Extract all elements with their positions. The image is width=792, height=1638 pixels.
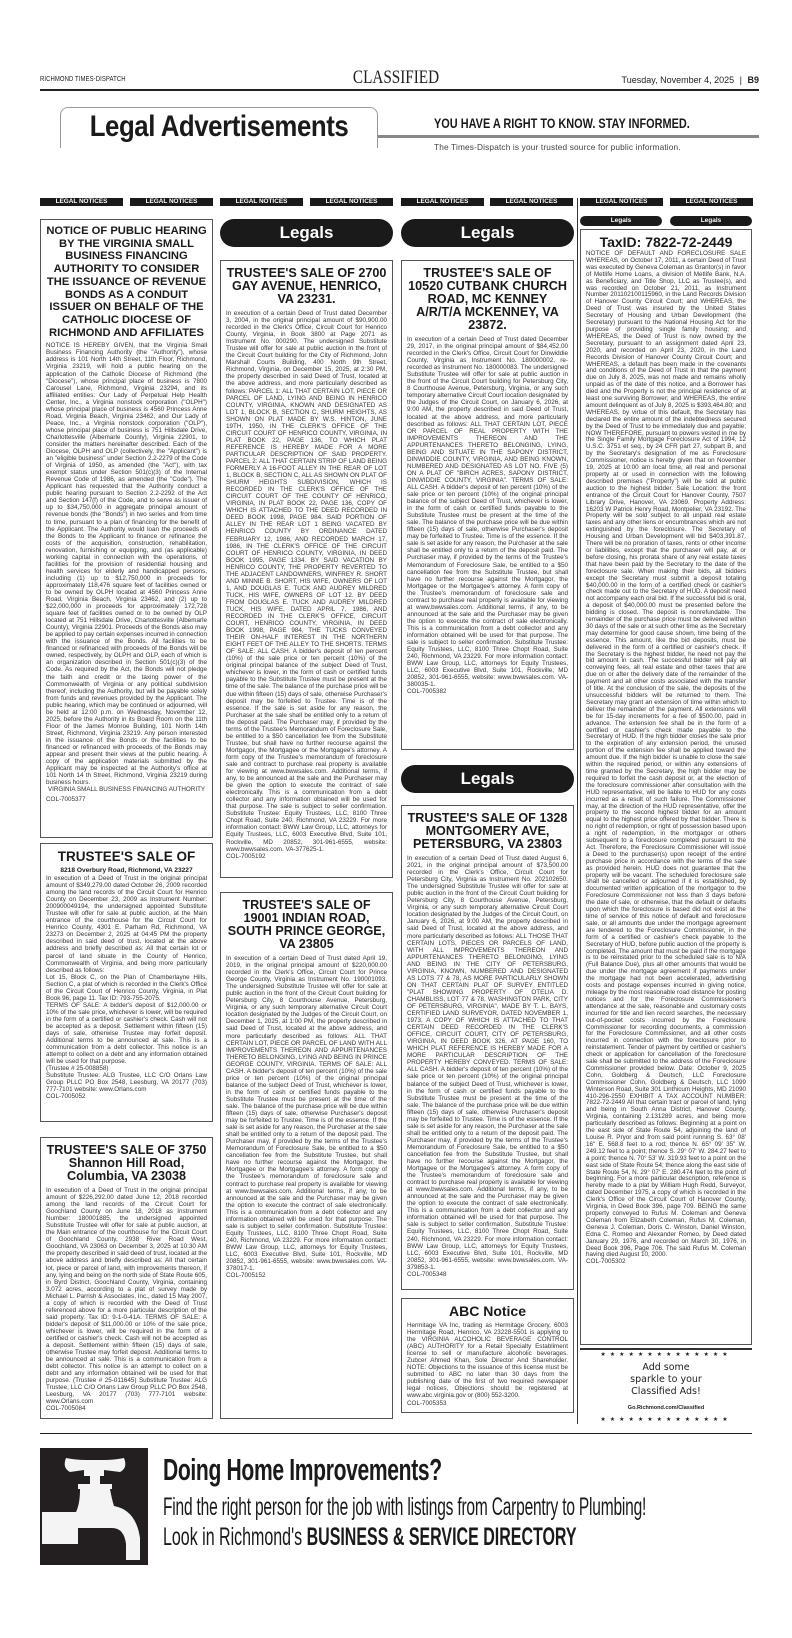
notice-subtitle: 8218 Overbury Road, Richmond, VA 23227 — [60, 867, 193, 874]
banner-title: Legal Advertisements — [89, 110, 349, 143]
notice-body — [407, 1322, 568, 1407]
notice-text: Lot 15, Block C, on the Plan of Chamberlayne Hills, Section C, a plat of which is recorded in the Clerk's Office of the Circuit Court of Henrico County, Virginia, in Plat Book 96, page 11. Tax ID: 793-755-2075. — [46, 973, 207, 1002]
notice-title: TRUSTEE'S SALE OF 3750 Shannon Hill Road, Columbia, VA 23038 — [46, 1143, 207, 1183]
notice-title: TRUSTEE'S SALE OF 2700 GAY AVENUE, HENRICO, VA 23231. — [226, 266, 387, 306]
notice-text: In execution of a certain Deed of Trust dated April 19, 2019, in the original principal amount of $220,000.00 recorded in the Clerk's Office, Circuit Court for Prince George County, Virginia as Instrument No. 190001093. The undersigned Substitute Trustee will offer for sale at public auction in the front of the Circuit Court building for Petersburg City, 8 Courthouse Avenue, Petersburg, Virginia, or any such temporary alternative Circuit Court location designated by the Judges of the Circuit Court, on December 1, 2025, at 1:00 PM, the property described in said Deed of Trust, located at the above address, and more particularly described as follows: ALL THAT CERTAIN LOT, PIECE OR PARCEL OF LAND WITH ALL IMPROVEMENTS THEREON AND APPURTENANCES THERETO BELONGING, LYING AND BEING IN PRINCE GEORGE COUNTY, VIRGINIA. TERMS OF SALE: ALL CASH. A bidder's deposit of ten percent (10%) of the sale price or ten percent (10%) of the original principal balance of the subject Deed of Trust, whichever is lower, in the form of cash or certified funds payable to the Substitute Trustee must be present at the time of the sale. The balance of the purchase price will be due within fifteen (15) days of sale, otherwise Purchaser's deposit may be forfeited to Trustee. Time is of the essence. If the sale is set aside for any reason, the Purchaser at the sale shall be entitled only to a return of the deposit paid. The Purchaser may, if provided by the terms of the Trustee's Memorandum of Foreclosure Sale, be entitled to a $50 cancellation fee from the Substitute Trustee, but shall have no further recourse against the Mortgagor, the Mortgagee or the Mortgagee's attorney. A form copy of the Trustee's memorandum of foreclosure sale and contract to purchase real property is available for viewing at www.bwwsales.com. Additional terms, if any, to be announced at the sale and the Purchaser may be given the option to execute the contract of sale electronically. This is a communication from a debt collector and any information obtained will be used for that purpose. The sale is subject to seller confirmation. Substitute Trustee: Equity Trustees, LLC, 8100 Three Chopt Road, Suite 240, Richmond, VA 23229. For more information contact: BWW Law Group, LLC, attorneys for Equity Trustees, LLC, 6003 Executive Blvd, Suite 101, Rockville, MD 20852, 301-961-6555, website: www.bwwsales.com. VA-378017-1. — [226, 955, 387, 1273]
legal-notices-bar: LEGAL NOTICES — [401, 198, 484, 206]
notice-text: NOTICE IS HEREBY GIVEN, that the Virginia Small Business Financing Authority (the "Authority"), whose address is 101 North 14th Street, 11th Floor, Richmond, Virginia 23219, will hold a public hearing on the application of the Catholic Diocese of Richmond (the "Diocese"), whose principal place of business is 7800 Carousel Lane, Richmond, Virginia 23294, and its affiliated entities: Our Lady of Perpetual Help Health Center, Inc., a Virginia nonstock corporation ("OLPH") whose principal place of business is 4560 Princess Anne Road, Virginia Beach, Virginia 23462, and Our Lady of Peace, Inc., a Virginia nonstock corporation ("OLP"), whose principal place of business is 751 Hillsdale Drive, Charlottesville (Albemarle County), Virginia 22901, to consider the matters hereinafter described. Each of the Diocese, OLPH and OLP (collectively, the "Applicant") is an "eligible business" under Section 2.2-2279 of the Code of Virginia of 1950, as amended (the "Act"), with tax exempt status under Section 501(c)(3) of the Internal Revenue Code of 1986, as amended (the "Code"). The Applicant has requested that the Authority conduct a public hearing pursuant to Section 2.2-2292 of the Act and Section 147(f) of the Code, and to serve as issuer of up to $34,750,000 in aggregate principal amount of revenue bonds (the "Bonds") in two series and from time to time, pursuant to a plan of financing for the benefit of the Applicant. The Authority would loan the proceeds of the Bonds to the Applicant to finance or refinance the costs of the acquisition, construction, rehabilitation, renovation, furnishing or equipping, and (as applicable) working capital in connection with the operations, of facilities for the provision of residential housing and health services for elderly and handicapped persons, including (1) up to $12,750,000 in proceeds for approximately 118,476 square feet of facilities owned or to be owned by OLPH located at 4560 Princess Anne Road, Virginia Beach, Virginia 23462, and (2) up to $22,000,000 in proceeds for approximately 172,728 square feet of facilities owned or to be owned by OLP located at 751 Hillsdale Drive, Charlottesville (Albemarle County), Virginia 22901. Proceeds of the Bonds also may be applied to pay certain expenses incurred in connection with the issuance of the Bonds. All facilities to be financed or refinanced with proceeds of the Bonds will be owned, respectively, by OLPH and OLP, each of which is an organization described in Section 501(c)(3) of the Code. As required by the Act, the Bonds will not pledge the faith and credit or the taxing power of the Commonwealth of Virginia or any political subdivision thereof, including the Authority, but will be payable solely from funds and revenues provided by the Applicant. The public hearing, which may be continued or adjourned, will be held at 12:00 p.m. on Wednesday, November 12, 2025, before the Authority in its Board Room on the 11th Floor of the James Monroe Building, 101 North 14th Street, Richmond, Virginia 23219. Any person interested in the issuance of the Bonds or the facilities to be financed or refinanced with proceeds of the Bonds may appear and present their views at the public hearing. A copy of the application materials submitted by the Applicant may be inspected at the Authority's office at 101 North 14 th Street, Richmond, Virginia 23219 during business hours. — [46, 342, 207, 787]
notice-title: NOTICE OF PUBLIC HEARING BY THE VIRGINIA SMALL BUSINESS FINANCING AUTHORITY TO CONSIDER THE ISSUANCE OF REVENUE BONDS AS A CONDUIT ISSUER ON BEHALF OF THE CATHOLIC DIOCESE OF RICHMOND AND AFFILIATES — [46, 225, 207, 339]
faucet-icon — [40, 1448, 148, 1565]
sparkle-ad-line: Classified Ads! — [631, 1386, 701, 1397]
notice-public-hearing — [40, 219, 213, 838]
legal-notices-bar: LEGAL NOTICES — [220, 198, 303, 206]
header-rule — [40, 89, 759, 91]
dateline-separator: | — [739, 75, 742, 85]
legal-notices-bar: LEGAL NOTICES — [580, 198, 663, 206]
stars-decoration — [580, 1351, 752, 1358]
notice-body — [226, 955, 387, 1279]
legals-header: Legals — [401, 219, 574, 247]
legals-header: Legals — [220, 219, 393, 247]
newspaper-name: RICHMOND TIMES-DISPATCH — [40, 76, 126, 83]
notice-col-number: COL-7005353 — [407, 1399, 447, 1407]
sparkle-ad-line: sparkle to your — [630, 1374, 702, 1385]
notice-trustee-sale-shannon-hill — [40, 1137, 213, 1419]
notice-trustee-sale-gay-avenue — [220, 260, 393, 878]
banner-rule — [378, 135, 759, 138]
notice-title: TRUSTEE'S SALE OF 1328 MONTGOMERY AVE, PETERSBURG, VA 23803 — [407, 811, 568, 851]
legal-notices-bar: LEGAL NOTICES — [670, 198, 753, 206]
legal-notices-bar: LEGAL NOTICES — [490, 198, 573, 206]
directory-ad-line — [163, 1523, 577, 1552]
notice-text: In execution of a Deed of Trust in the original principal amount of $226,292.00 dated June 12, 2018 recorded among the land records of the Circuit Court for Goochland County on June 18, 2018 as Instrument Number: 180001885, the undersigned appointed Substitute Trustee will offer for sale at public auction, at the Main entrance of the courthouse for the Circuit Court of Goochland County, 2938 River Road West, Goochland, VA 23063 on December 3, 2025 at 10:30 AM the property described in said deed of trust, located at the above address and briefly described as: All that certain lot, piece or parcel of land, with improvements thereon, if any, lying and being on the north side of State Route 605, in Byrd District, Goochland County, Virginia, containing 3.072 acres, according to a plat of survey made by Michael L. Parrish & Associates, Inc., dated 15 May 2007, a copy of which is recorded with the Deed of Trust referenced above for a more particular description of the said property. Tax ID: 9-1-0-41A. TERMS OF SALE: A bidder's deposit of $11,000.00 or 10% of the sale price, whichever is lower, will be required in the form of a certified or cashier's check. Cash will not be accepted as a deposit. Settlement within fifteen (15) days of sale, otherwise Trustee may forfeit deposit. Additional terms to be announced at sale. This is a communication from a debt collector. This notice is an attempt to collect on a debt and any information obtained will be used for that purpose. (Trustee # 25-011645) Substitute Trustee: ALG Trustee, LLC C/O Orlans Law Group PLLC PO Box 2548, Leesburg, VA 20177 (703) 777-7101 website: www.Orlans.com — [46, 1187, 208, 1406]
notice-trustee-sale-cutbank — [401, 260, 574, 750]
page-number: B9 — [747, 75, 759, 85]
column-divider — [577, 198, 578, 1424]
notice-trustee-number: (Trustee # 25-008858) — [46, 1065, 109, 1073]
notice-body — [46, 1187, 207, 1413]
legals-header: Legals — [401, 765, 574, 793]
notice-title: TRUSTEE'S SALE OF 10520 CUTBANK CHURCH ROAD, MC KENNEY A/R/T/A MCKENNEY, VA 23872. — [408, 266, 567, 332]
stars-decoration — [580, 1416, 752, 1423]
legal-notices-bar: LEGAL NOTICES — [310, 198, 393, 206]
notice-text: Hermitage VA Inc, trading as Hermitage Grocery, 6003 Hermitage Road, Henrico, VA 23228-5501 is applying to the VIRGINIA ALCOHOLIC BEVERAGE CONTROL (ABC) AUTHORITY for a Retail Specialty Establiment license to sell or manufacture alcoholic beverages. Zubcer Ahmed Khan, Sole Director And Shareholder. NOTE: Objections to the issuance of this license must be submitted to ABC no later than 30 days from the publishing date of the first of two required newspaper legal notices, Objections should be registered at www.abc.virginia.gov or (800) 552-3200. — [407, 1322, 568, 1400]
sparkle-ad — [580, 1362, 752, 1398]
banner-subtitle: The Times-Dispatch is your trusted source for public information. — [434, 142, 681, 152]
bottom-rule — [40, 1433, 752, 1434]
notice-text: NOTICE OF DEFAULT AND FORECLOSURE SALE WHEREAS, on October 17, 2011, a certain Deed of Trust was executed by Geneva Coleman as Grantor(s) in favor of Metlife Home Loans, a division of Metlife Bank, N.A. as Beneficiary, and Title Shop, LLC as Trustee(s), and was recorded on October 21, 2011, as Instrument Number 201102100115960, in the Land Records Division of Hanover County Circuit Court; and WHEREAS, the Deed of Trust was insured by the United States Secretary of Housing and Urban Development (the Secretary) pursuant to the National Housing Act for the purpose of providing single family housing; and WHEREAS, the Deed of Trust is now owned by the Secretary, pursuant to an assignment dated April 23, 2020, and recorded on April 23, 2020, in the Land Records Division of Hanover County Circuit Court; and WHEREAS, a default has been made in the covenants and conditions of the Deed of Trust in that the payment due on July 8, 2025, was not made and remains wholly unpaid as of the date of this notice, and a Borrower has died and the Property is not the principal residence of at least one surviving Borrower; and WHEREAS, the entire amount delinquent as of July 8, 2025 is $393,464.80; and WHEREAS, by virtue of this default, the Secretary has declared the entire amount of the indebtedness secured by the Deed of Trust to be immediately due and payable; NOW THEREFORE, pursuant to powers vested in me by the Single Family Mortgage Foreclosure Act of 1994, 12 U.S.C. 3751 et seq., by 24 CFR part 27, subpart B, and by the Secretary's designation of me as Foreclosure Commissioner, notice is hereby given that on November 19, 2025 at 10:00 am local time, all real and personal property at or used in connection with the following described premises ("Property") will be sold at public auction to the highest bidder. Sale Location: the front entrance of the Circuit Court for Hanover County, 7507 Library Drive, Hanover, VA 23069. Property Address: 16203 W Patrick Henry Road, Montpelier, VA 23192. The Property will be sold subject to all unpaid real estate taxes and any other liens or encumbrances which are not extinguished by the foreclosure. The Secretary of Housing and Urban Development will bid $403,391.87. There will be no proration of taxes, rents or other income or liabilities, except that the purchaser will pay, at or before closing, his prorata share of any real estate taxes that have been paid by the Secretary to the date of the foreclosure sale. When making their bids, all bidders except the Secretary must submit a deposit totaling $40,000.00 in the form of a certified check or cashier's check made out to the Secretary of HUD. A deposit need not accompany each oral bid. If the successful bid is oral, a deposit of $40,000.00 must be presented before the bidding is closed. The deposit is nonrefundable. The remainder of the purchase price must be delivered within 30 days of the sale or at such other time as the Secretary may determine for good cause shown, time being of the essence. This amount, like the bid deposits, must be delivered in the form of a certified or cashier's check. If the Secretary is the highest bidder, he need not pay the bid amount in cash. The successful bidder will pay all conveying fees, all real estate and other taxes that are due on or after the delivery date of the remainder of the payment and all other costs associated with the transfer of title. At the conclusion of the sale, the deposits of the unsuccessful bidders will be returned to them. The Secretary may grant an extension of time within which to deliver the remainder of the payment. All extensions will be for 15-day increments for a fee of $500.00, paid in advance. The extension fee shall be in the form of a certified or cashier's check made payable to the Secretary of HUD. If the high bidder closes the sale prior to the expiration of any extension period, the unused portion of the extension fee shall be applied toward the amount due. If the high bidder is unable to close the sale within the required period, or within any extensions of time granted by the Secretary, the high bidder may be required to forfeit the cash deposit or, at the election of the foreclosure commissioner after consultation with the HUD representative, will be liable to HUD for any costs incurred as a result of such failure. The Commissioner may, at the direction of the HUD representative, offer the property to the second highest bidder for an amount equal to the highest price offered by that bidder. There is no right of redemption, or right of possession based upon a right of redemption, in the mortgagor or others subsequent to a foreclosure completed pursuant to the Act. Therefore, the Foreclosure Commissioner will issue a Deed to the purchaser(s) upon receipt of the entire purchase price in accordance with the terms of the sale as provided herein. HUD does not guarantee that the property will be vacant. The scheduled foreclosure sale shall be cancelled or adjourned if it is established, by documented written application of the mortgagor to the Foreclosure Commissioner not less than 3 days before the date of sale, or otherwise, that the default or defaults upon which the foreclosure is based did not exist at the time of service of this notice of default and foreclosure sale, or all amounts due under the mortgage agreement are tendered to the Foreclosure Commissioner, in the form of a certified or cashier's check payable to the Secretary of HUD, before public auction of the property is completed. The amount that must be paid if the mortgage is to be reinstated prior to the scheduled sale is to N/A (Full Balance Due), plus all other amounts that would be due under the mortgage agreement if payments under the mortgage had not been accelerated, advertising costs and postage expenses incurred in giving notice, mileage by the most reasonable road distance for posting notices and for the Foreclosure Commissioner's attendance at the sale, reasonable and customary costs incurred for title and lien record searches, the necessary out-of-pocket costs incurred by the Foreclosure Commissioner for recording documents, a commission for the Foreclosure Commissioner, and all other costs incurred in connection with the foreclosure prior to reinstatement. Tender of payment by certified or cashier's check or application for cancellation of the foreclosure sale shall be submitted to the address of the Foreclosure Commissioner provided below. Date: October 9, 2025 Cohn, Goldberg & Deutsch, LLC Foreclosure Commissioner Cohn, Goldberg & Deutsch, LLC 1099 Winterson Road, Suite 301 Linthicum Heights, MD 21090 410-296-2550 EXHIBIT A TAX ACCOUNT NUMBER: 7822-72-2449 All that certain tract or parcel of land, lying and being in South Anna District, Hanover County, Virginia, containing 2.131289 acres, and being more particularly described as follows: Beginning at a point on the east side of State Route 54, adjoining the land of Louise R. Pryor and from said point running S. 63° 08' 16" E. 568.8 feet to a rod; thence N. 65° 09' 35" W. 249.12 feet to a point; thence S. 29° 07' W. 284.27 feet to a point; thence N. 70° 53' W. 319.93 feet to a point on the east side of State Route 54; thence along the east side of State Route 54, N. 29° 07' E. 280.474 feet to the point of beginning. For a more particular description, reference is hereby made to a plat by William Hugh Redd, Surveyor, dated December 1975, a copy of which is recorded in the Clerk's Office of the Circuit Court of Hanover County, Virginia, in Deed Book 396, page 709. BEING the same property conveyed to Rufus M. Coleman and Geneva Coleman from Elizabeth Coleman, Rufus M. Coleman, Geneva J. Coleman, Doris C. Winston, Daniel Winston, Edna C. Romeo and Alexander Romeo, by Deed dated January 29, 1976, and recorded on March 30, 1976, in Deed Book 396, Page 706. The said Rufus M. Coleman having died August 10, 2000. — [586, 250, 746, 1259]
notice-col-number: COL-7005192 — [226, 852, 266, 860]
legal-notices-bar: LEGAL NOTICES — [130, 198, 213, 206]
notice-title: ABC Notice — [448, 1303, 526, 1319]
sparkle-ad-url[interactable]: Go.Richmond.com/Classified — [627, 1405, 705, 1411]
notice-body — [46, 875, 207, 1101]
legal-notices-bar: LEGAL NOTICES — [40, 198, 123, 206]
notice-text: In execution of a certain Deed of Trust dated December 3, 2004, in the original principal amount of $90,900.00 recorded in the Clerk's Office, Circuit Court for Henrico County, Virginia, in Book 3800 at Page 2071 as Instrument No. 000290. The undersigned Substitute Trustee will offer for sale at public auction in the front of the Circuit Court building for the City of Richmond, John Marshall Courts Building, 400 North 9th Street, Richmond, Virginia, on December 15, 2025, at 2:30 PM, the property described in said Deed of Trust, located at the above address, and more particularly described as follows: PARCEL 1: ALL THAT CERTAIN LOT, PIECE OR PARCEL OF LAND, LYING AND BEING IN HENRICO COUNTY, VIRGINIA, KNOWN AND DESIGNATED AS LOT 1, BLOCK B, SECTION C, SHURM HEIGHTS, AS SHOWN ON PLAT MADE BY W.S. HINTON, JUNE 19TH, 1950, IN THE CLERK'S OFFICE OF THE CIRCUIT COURT OF HENRICO COUNTY, VIRGINIA, IN PLAT BOOK 22, PAGE 136, TO WHICH PLAT REFERENCE IS HEREBY MADE FOR A MORE PARTICULAR DESCRIPTION OF SAID PROPERTY. PARCEL 2: ALL THAT CERTAIN STRIP OF LAND BEING FORMERLY A 16-FOOT ALLEY IN THE REAR OF LOT 1, BLOCK B, SECTION C, ALL AS SHOWN ON PLAT OF SHURM HEIGHTS SUBDIVISION, WHICH IS RECORDED IN THE CLERK'S OFFICE OF THE CIRCUIT COURT OF THE COUNTY OF HENRICO, VIRGINIA, IN PLAT BOOK 22, PAGE 136, COPY OF WHICH IS ATTACHED TO THE DEED RECORDED IN DEED BOOK 1998, PAGE 984. SAID PORTION OF ALLEY IN THE REAR LOT 1 BEING VACATED BY HENRICO COUNTY BY ORDINANCE DATED FEBRUARY 12, 1986, AND RECORDED MARCH 17, 1986, IN THE CLERK'S OFFICE OF THE CIRCUIT COURT OF HENRICO COUNTY, VIRGINIA, IN DEED BOOK 1995, PAGE 1334. BY SAID VACATION BY HENRICO COUNTY, THE PROPERTY REVERTED TO THE ADJACENT LANDOWNERS, WINFREY R. SHORT AND MINNIE B. SHORT, HIS WIFE, OWNERS OF LOT 1, AND DOUGLAS E. TUCK AND AUDREY MILDRED TUCK, HIS WIFE, OWNERS OF LOT 12. BY DEED FROM DOUGLAS E. TUCK AND AUDREY MILDRED TUCK, HIS WIFE, DATED APRIL 7, 1986, AND RECORDED IN THE CLERK'S OFFICE, CIRCUIT COURT, HENRICO COUNTY, VIRGINIA, IN DEED BOOK 1998, PAGE 984, THE TUCKS CONVEYED THEIR ON-HALF INTEREST IN THE NORTHERN EIGHT FEET OF THE ALLEY TO THE SHORTS. TERMS OF SALE: ALL CASH. A bidder's deposit of ten percent (10%) of the sale price or ten percent (10%) of the original principal balance of the subject Deed of Trust, whichever is lower, in the form of cash or certified funds payable to the Substitute Trustee must be present at the time of the sale. The balance of the purchase price will be due within fifteen (15) days of sale, otherwise Purchaser's deposit may be forfeited to Trustee. Time is of the essence. If the sale is set aside for any reason, the Purchaser at the sale shall be entitled only to a return of the deposit paid. The Purchaser may, if provided by the terms of the Trustee's Memorandum of Foreclosure Sale, be entitled to a $50 cancellation fee from the Substitute Trustee, but shall have no further recourse against the Mortgagor, the Mortgagee or the Mortgagee's attorney. A form copy of the Trustee's memorandum of foreclosure sale and contract to purchase real property is available for viewing at www.bwwsales.com. Additional terms, if any, to be announced at the sale and the Purchaser may be given the option to execute the contract of sale electronically. This is a communication from a debt collector and any information obtained will be used for that purpose. The sale is subject to seller confirmation. Substitute Trustee: Equity Trustees, LLC, 8100 Three Chopt Road, Suite 240, Richmond, VA 23229. For more information contact: BWW Law Group, LLC, attorneys for Equity Trustees, LLC, 6003 Executive Blvd, Suite 101, Rockville, MD 20852, 301-961-6555, website: www.bwwsales.com. VA-377625-1. — [226, 310, 387, 853]
notice-body — [407, 855, 568, 1278]
directory-ad-headline: Doing Home Improvements? — [163, 1452, 442, 1487]
section-title: CLASSIFIED — [352, 67, 440, 88]
directory-ad-prefix: Look in Richmond's — [163, 1523, 307, 1551]
notice-abc — [401, 1298, 574, 1413]
notice-col-number: COL-7005084 — [46, 1405, 86, 1413]
notice-col-number: COL-7005052 — [46, 1093, 86, 1101]
legals-header: Legals — [580, 216, 662, 226]
notice-title: TRUSTEE'S SALE OF 19001 INDIAN ROAD, SOUTH PRINCE GEORGE, VA 23805 — [227, 898, 386, 951]
notice-body — [226, 310, 387, 860]
page-dateline — [622, 75, 759, 85]
notice-text: In execution of a Deed of Trust in the original principal amount of $349,279.00 dated October 26, 2009 recorded among the land records of the Circuit Court for Henrico County on December 23, 2009 as Instrument Number: 200900049194, the undersigned appointed Substitute Trustee will offer for sale at public auction, at the Main entrance of the courthouse for the Circuit Court for Henrico County, 4301 E. Parham Rd, Richmond, VA 23273 on December 2, 2025 at 04:45 PM the property described in said deed of trust, located at the above address and briefly described as: All that certain lot or parcel of land situate in the County of Henrico, Commonwealth of Virginia, and being more particularly described as follows: — [46, 875, 207, 974]
banner-tagline: YOU HAVE A RIGHT TO KNOW. STAY INFORMED. — [434, 115, 690, 131]
notice-text: In execution of a certain Deed of Trust dated August 6, 2021, in the original principal amount of $73,500.00 recorded in the Clerk's Office, Circuit Court for Petersburg City, Virginia as Instrument No. 202102650. The undersigned Substitute Trustee will offer for sale at public auction in the front of the Circuit Court building for Petersburg City, 8 Courthouse Avenue, Petersburg, Virginia, or any such temporary alternative Circuit Court location designated by the Judges of the Circuit Court, on January 6, 2026, at 9:00 AM, the property described in said Deed of Trust, located at the above address, and more particularly described as follows: ALL THOSE THAT CERTAIN LOTS, PIECES OR PARCELS OF LAND, WITH ALL IMPROVEMENTS THEREON AND APPURTENANCES THERETO BELONGING, LYING AND BEING IN THE CITY OF PETERSBURG, VIRGINIA, KNOWN, NUMBERED AND DESIGNATED AS LOTS 77 & 78, AS MORE PARTICULARLY SHOWN ON THAT CERTAIN PLAT OF SURVEY ENTITLED "PLAT SHOWING PROPERTY OF OTELIA D. CHAMBLISS, LOT 77 & 78, WASHINGTON PARK, CITY OF PETERSBURG, VIRGINIA", MADE BY T. L. BAYS, CERTIFIED LAND SURVEYOR, DATED NOVEMBER 1, 1973, A COPY OF WHICH IS ATTACHED TO THAT CERTAIN DEED RECORDED IN THE CLERK'S OFFICE, CIRCUIT COURT, CITY OF PETERSBURG, VIRGINIA, IN DEED BOOK 326, AT PAGE 160, TO WHICH PLAT REFERENCE IS HEREBY MADE FOR A MORE PARTICULAR DESCRIPTION OF THE PROPERTY HEREBY CONVEYED. TERMS OF SALE: ALL CASH. A bidder's deposit of ten percent (10%) of the sale price or ten percent (10%) of the original principal balance of the subject Deed of Trust, whichever is lower, in the form of cash or certified funds payable to the Substitute Trustee must be present at the time of the sale. The balance of the purchase price will be due within fifteen (15) days of sale, otherwise Purchaser's deposit may be forfeited to Trustee. Time is of the essence. If the sale is set aside for any reason, the Purchaser at the sale shall be entitled only to a return of the deposit paid. The Purchaser may, if provided by the terms of the Trustee's Memorandum of Foreclosure Sale, be entitled to a $50 cancellation fee from the Substitute Trustee, but shall have no further recourse against the Mortgagor, the Mortgagee or the Mortgagee's attorney. A form copy of the Trustee's memorandum of foreclosure sale and contract to purchase real property is available for viewing at www.bwwsales.com. Additional terms, if any, to be announced at the sale and the Purchaser may be given the option to execute the contract of sale electronically. This is a communication from a debt collector and any information obtained will be used for that purpose. The sale is subject to seller confirmation. Substitute Trustee: Equity Trustees, LLC, 8100 Three Chopt Road, Suite 240, Richmond, VA 23229. For more information contact: BWW Law Group, LLC, attorneys for Equity Trustees, LLC, 6003 Executive Blvd, Suite 101, Rockville, MD 20852, 301-961-6555, website: www.bwwsales.com. VA-379853-1. — [407, 855, 568, 1271]
notice-trustee-sale-indian-road — [220, 892, 393, 1419]
notice-body — [407, 336, 568, 695]
notice-taxid-foreclosure — [580, 229, 752, 1345]
notice-col-number: COL-7005382 — [407, 688, 447, 696]
notice-col-number: COL-7005152 — [226, 1272, 266, 1280]
notice-body — [46, 342, 207, 803]
notice-col-number: COL-7005302 — [586, 1258, 626, 1266]
notice-text: TERMS OF SALE: A bidder's deposit of $12,000.00 or 10% of the sale price, whichever is lower, will be required in the form of a certified or cashier's check. Cash will not be accepted as a deposit. Settlement within fifteen (15) days of sale, otherwise Trustee may forfeit deposit. Additional terms to be announced at sale. This is a communication from a debt collector. This notice is an attempt to collect on a debt and any information obtained will be used for that purpose. — [46, 1001, 207, 1066]
notice-trustee-sale-montgomery — [401, 805, 574, 1290]
divider — [580, 1348, 752, 1350]
legals-header: Legals — [670, 216, 752, 226]
directory-ad-name: BUSINESS & SERVICE DIRECTORY — [306, 1523, 577, 1551]
notice-text: In execution of a certain Deed of Trust dated December 29, 2017, in the original principal amount of $84,452.00 recorded in the Clerk's Office, Circuit Court for Dinwiddie County, Virginia as Instrument No. 180000002, re-recorded as Instrument No. 180000083. The undersigned Substitute Trustee will offer for sale at public auction in the front of the Circuit Court building for Petersburg City, 8 Courthouse Avenue, Petersburg, Virginia, or any such temporary alternative Circuit Court location designated by the Judges of the Circuit Court, on January 6, 2026, at 9:00 AM, the property described in said Deed of Trust, located at the above address, and more particularly described as follows: ALL THAT CERTAIN LOT, PIECE OR PARCEL OF REAL PROPERTY WITH THE IMPROVEMENTS THEREON AND THE APPURTENANCES THERETO BELONGING, LYING, BEING AND SITUATE IN THE SAPONY DISTRICT, DINWIDDIE COUNTY, VIRGINIA, AND BEING KNOWN, NUMBERED AND DESIGNATED AS LOT NO. FIVE (5) ON A PLAT OF "BIRCH ACRES, SAPONY DISTRICT, DINWIDDIE COUNTY, VIRGINIA". TERMS OF SALE: ALL CASH. A bidder's deposit of ten percent (10%) of the sale price or ten percent (10%) of the original principal balance of the subject Deed of Trust, whichever is lower, in the form of cash or certified funds payable to the Substitute Trustee must be present at the time of the sale. The balance of the purchase price will be due within fifteen (15) days of sale, otherwise Purchaser's deposit may be forfeited to Trustee. Time is of the essence. If the sale is set aside for any reason, the Purchaser at the sale shall be entitled only to a return of the deposit paid. The Purchaser may, if provided by the terms of the Trustee's Memorandum of Foreclosure Sale, be entitled to a $50 cancellation fee from the Substitute Trustee, but shall have no further recourse against the Mortgagor, the Mortgagee or the Mortgagee's attorney. A form copy of the Trustee's memorandum of foreclosure sale and contract to purchase real property is available for viewing at www.bwwsales.com. Additional terms, if any, to be announced at the sale and the Purchaser may be given the option to execute the contract of sale electronically. This is a communication from a debt collector and any information obtained will be used for that purpose. The sale is subject to seller confirmation. Substitute Trustee: Equity Trustees, LLC, 8100 Three Chopt Road, Suite 240, Richmond, VA 23229. For more information contact: BWW Law Group, LLC, attorneys for Equity Trustees, LLC, 6003 Executive Blvd, Suite 101, Rockville, MD 20852, 301-961-6555, website: www.bwwsales.com. VA-380035-1. — [407, 336, 568, 689]
issue-date: Tuesday, November 4, 2025 — [621, 75, 735, 85]
notice-title: TaxID: 7822-72-2449 — [599, 234, 733, 250]
notice-col-number: COL-7005348 — [407, 1270, 447, 1278]
directory-ad-line: Find the right person for the job with listings from Carpentry to Plumbing! — [163, 1493, 647, 1521]
notice-signature: VIRGINIA SMALL BUSINESS FINANCING AUTHORITY — [47, 786, 206, 794]
sparkle-ad-line: Add some — [642, 1362, 690, 1373]
notice-title: TRUSTEE'S SALE OF — [57, 849, 196, 864]
notice-contact: Substitute Trustee: ALG Trustee, LLC C/O Orlans Law Group PLLC PO Box 2548, Leesburg, VA 20177 (703) 777-7101 website: www.Orlans.com — [46, 1072, 207, 1094]
notice-body — [586, 251, 746, 1266]
notice-col-number: COL-7005377 — [46, 796, 86, 804]
notice-trustee-sale-overbury — [40, 843, 213, 1122]
